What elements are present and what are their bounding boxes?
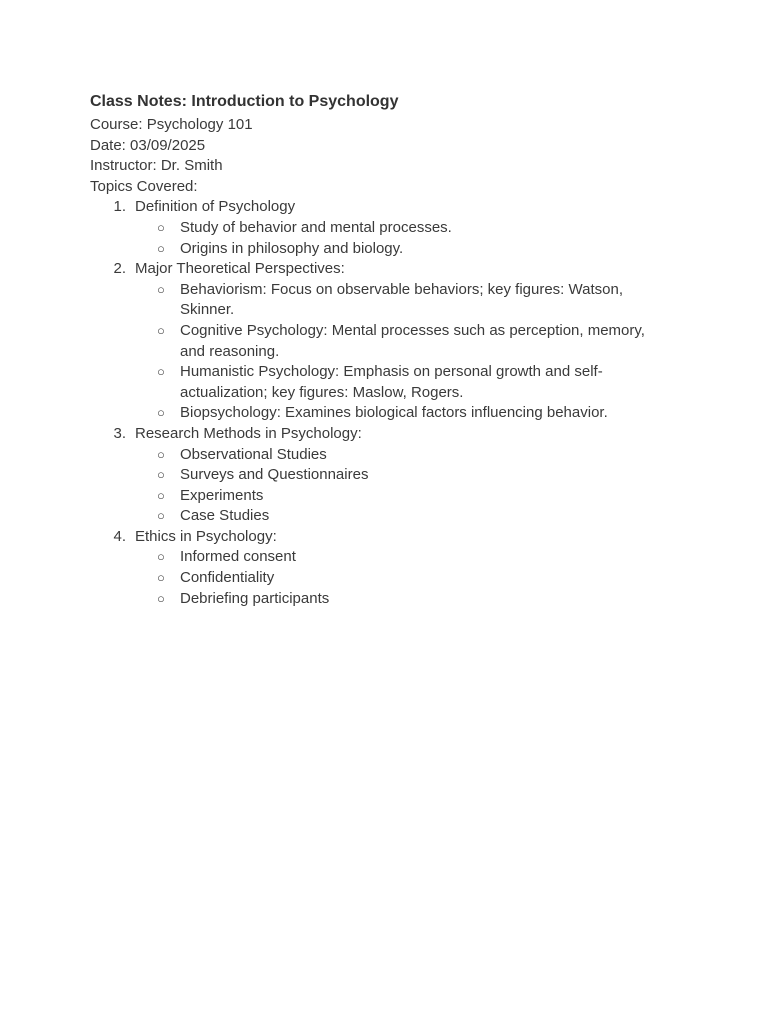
subtopic-item: [135, 568, 670, 589]
topic-label: Definition of Psychology: [135, 198, 296, 216]
circle-bullet-icon: ○: [157, 364, 165, 380]
circle-bullet-icon: ○: [157, 322, 165, 338]
topic-number: 4.: [113, 527, 126, 545]
topic-item: [90, 197, 670, 259]
subtopic-text: Experiments: [180, 486, 264, 504]
circle-bullet-icon: ○: [157, 405, 165, 421]
instructor-line: Instructor: Dr. Smith: [90, 157, 223, 175]
circle-bullet-icon: ○: [157, 281, 165, 297]
circle-bullet-icon: ○: [157, 508, 165, 524]
topic-number: 1.: [113, 198, 126, 216]
subtopic-text: Confidentiality: [180, 569, 275, 587]
circle-bullet-icon: ○: [157, 446, 165, 462]
subtopic-list: [135, 445, 670, 527]
date-line: Date: 03/09/2025: [90, 136, 206, 154]
subtopic-text: Cognitive Psychology: Mental processes such as perception, memory, and reasoning.: [180, 321, 645, 360]
topic-item: [90, 527, 670, 609]
subtopic-item: [135, 362, 670, 403]
subtopic-item: [135, 445, 670, 466]
subtopic-list: [135, 218, 670, 259]
subtopic-text: Case Studies: [180, 507, 270, 525]
subtopic-text: Debriefing participants: [180, 589, 330, 607]
circle-bullet-icon: ○: [157, 219, 165, 235]
topic-number: 2.: [113, 260, 126, 278]
subtopic-item: [135, 280, 670, 321]
subtopic-text: Behaviorism: Focus on observable behaviors; key figures: Watson, Skinner.: [180, 280, 623, 319]
circle-bullet-icon: ○: [157, 590, 165, 606]
topic-label: Research Methods in Psychology:: [135, 424, 362, 442]
subtopic-item: [135, 589, 670, 610]
topic-item: [90, 424, 670, 527]
subtopic-item: [135, 486, 670, 507]
topic-label: Major Theoretical Perspectives:: [135, 260, 345, 278]
subtopic-item: [135, 321, 670, 362]
document-title: Class Notes: Introduction to Psychology: [90, 93, 399, 110]
subtopic-text: Study of behavior and mental processes.: [180, 218, 452, 236]
subtopic-item: [135, 239, 670, 260]
circle-bullet-icon: ○: [157, 570, 165, 586]
subtopic-text: Observational Studies: [180, 445, 327, 463]
topics-list: [90, 197, 670, 609]
circle-bullet-icon: ○: [157, 549, 165, 565]
subtopic-text: Origins in philosophy and biology.: [180, 239, 404, 257]
course-line: Course: Psychology 101: [90, 116, 253, 133]
subtopic-text: Informed consent: [180, 548, 296, 566]
subtopic-list: [135, 280, 670, 424]
subtopic-item: [135, 465, 670, 486]
subtopic-item: [135, 403, 670, 424]
subtopic-text: Surveys and Questionnaires: [180, 466, 369, 484]
circle-bullet-icon: ○: [157, 467, 165, 483]
document-page: [90, 92, 670, 609]
subtopic-item: [135, 547, 670, 568]
topic-number: 3.: [113, 424, 126, 442]
circle-bullet-icon: ○: [157, 240, 165, 256]
topics-heading: Topics Covered:: [90, 177, 198, 195]
subtopic-text: Humanistic Psychology: Emphasis on personal growth and self-actualization; key figures: Maslow, Rogers.: [180, 363, 603, 401]
topic-item: [90, 259, 670, 424]
topic-label: Ethics in Psychology:: [135, 527, 277, 545]
subtopic-item: [135, 506, 670, 527]
subtopic-list: [135, 547, 670, 609]
subtopic-text: Biopsychology: Examines biological factors influencing behavior.: [180, 404, 608, 422]
subtopic-item: [135, 218, 670, 239]
circle-bullet-icon: ○: [157, 487, 165, 503]
